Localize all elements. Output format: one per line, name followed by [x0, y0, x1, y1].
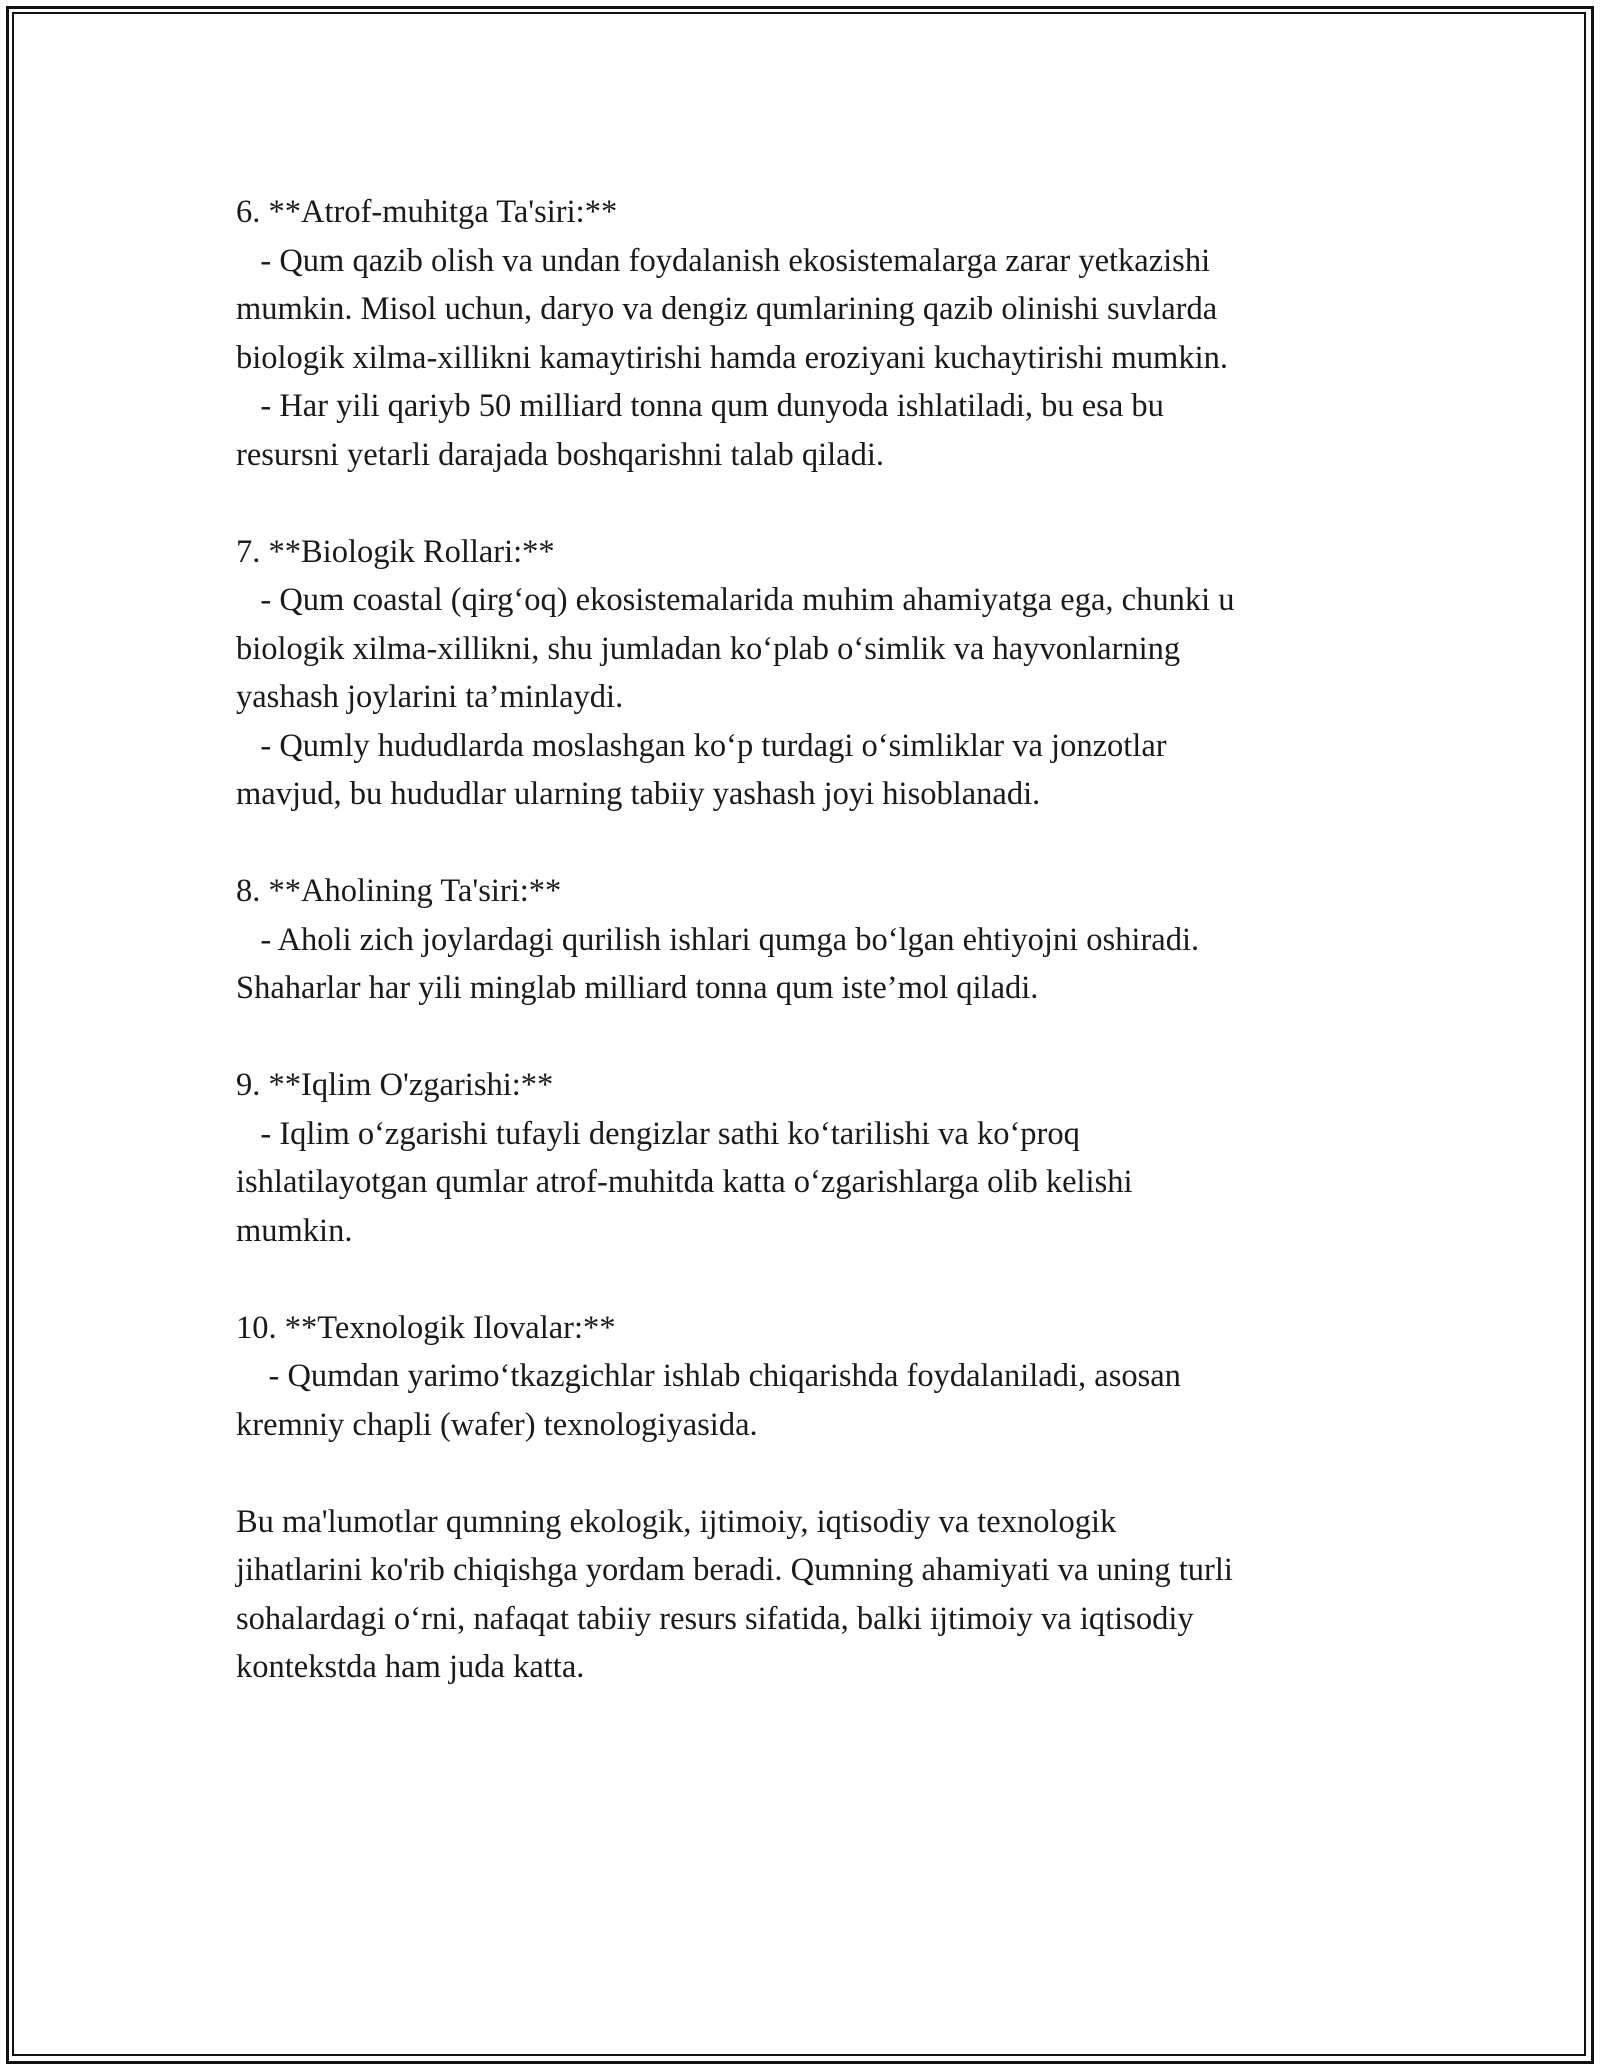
paragraph-gap: [236, 1449, 1416, 1498]
conclusion-line: sohalardagi o‘rni, nafaqat tabiiy resurs sifatida, balki ijtimoiy va iqtisodiy: [236, 1600, 1194, 1637]
section-line: biologik xilma-xillikni, shu jumladan ko‘plab o‘simlik va hayvonlarning: [236, 630, 1181, 667]
section-line: - Iqlim o‘zgarishi tufayli dengizlar sathi ko‘tarilishi va ko‘proq: [236, 1115, 1080, 1152]
section-6: [236, 188, 1416, 479]
section-line: biologik xilma-xillikni kamaytirishi hamda eroziyani kuchaytirishi mumkin.: [236, 339, 1228, 376]
section-10: [236, 1304, 1416, 1450]
paragraph-gap: [236, 479, 1416, 528]
section-heading: 10. **Texnologik Ilovalar:**: [236, 1309, 616, 1346]
section-line: Shaharlar har yili minglab milliard tonna qum iste’mol qiladi.: [236, 970, 1039, 1006]
section-heading: 7. **Biologik Rollari:**: [236, 533, 555, 570]
document-body: [236, 188, 1416, 1692]
section-line: mumkin. Misol uchun, daryo va dengiz qumlarining qazib olinishi suvlarda: [236, 291, 1218, 327]
paragraph-gap: [236, 819, 1416, 868]
conclusion-line: kontekstda ham juda katta.: [236, 1649, 585, 1685]
section-line: - Qumly hududlarda moslashgan ko‘p turdagi o‘simliklar va jonzotlar: [236, 727, 1167, 764]
conclusion-paragraph: [236, 1498, 1416, 1692]
section-line: mumkin.: [236, 1212, 353, 1249]
paragraph-gap: [236, 1013, 1416, 1062]
section-heading: 6. **Atrof-muhitga Ta'siri:**: [236, 194, 618, 230]
paragraph-gap: [236, 1255, 1416, 1304]
section-9: [236, 1061, 1416, 1255]
section-heading: 9. **Iqlim O'zgarishi:**: [236, 1067, 554, 1103]
conclusion-line: Bu ma'lumotlar qumning ekologik, ijtimoiy, iqtisodiy va texnologik: [236, 1503, 1117, 1540]
section-line: - Har yili qariyb 50 milliard tonna qum dunyoda ishlatiladi, bu esa bu: [236, 388, 1164, 424]
section-line: resursni yetarli darajada boshqarishni talab qiladi.: [236, 436, 884, 473]
section-line: kremniy chapli (wafer) texnologiyasida.: [236, 1406, 758, 1443]
section-line: - Qumdan yarimo‘tkazgichlar ishlab chiqarishda foydalaniladi, asosan: [236, 1358, 1181, 1394]
section-line: - Aholi zich joylardagi qurilish ishlari qumga bo‘lgan ehtiyojni oshiradi.: [236, 921, 1200, 958]
section-heading: 8. **Aholining Ta'siri:**: [236, 873, 562, 909]
conclusion-line: jihatlarini ko'rib chiqishga yordam beradi. Qumning ahamiyati va uning turli: [236, 1552, 1233, 1588]
section-line: ishlatilayotgan qumlar atrof-muhitda katta o‘zgarishlarga olib kelishi: [236, 1164, 1133, 1200]
section-8: [236, 867, 1416, 1013]
section-line: - Qum qazib olish va undan foydalanish ekosistemalarga zarar yetkazishi: [236, 242, 1211, 279]
section-line: - Qum coastal (qirg‘oq) ekosistemalarida muhim ahamiyatga ega, chunki u: [236, 582, 1235, 618]
section-7: [236, 528, 1416, 819]
section-line: mavjud, bu hududlar ularning tabiiy yashash joyi hisoblanadi.: [236, 776, 1041, 812]
section-line: yashash joylarini ta’minlaydi.: [236, 679, 624, 715]
